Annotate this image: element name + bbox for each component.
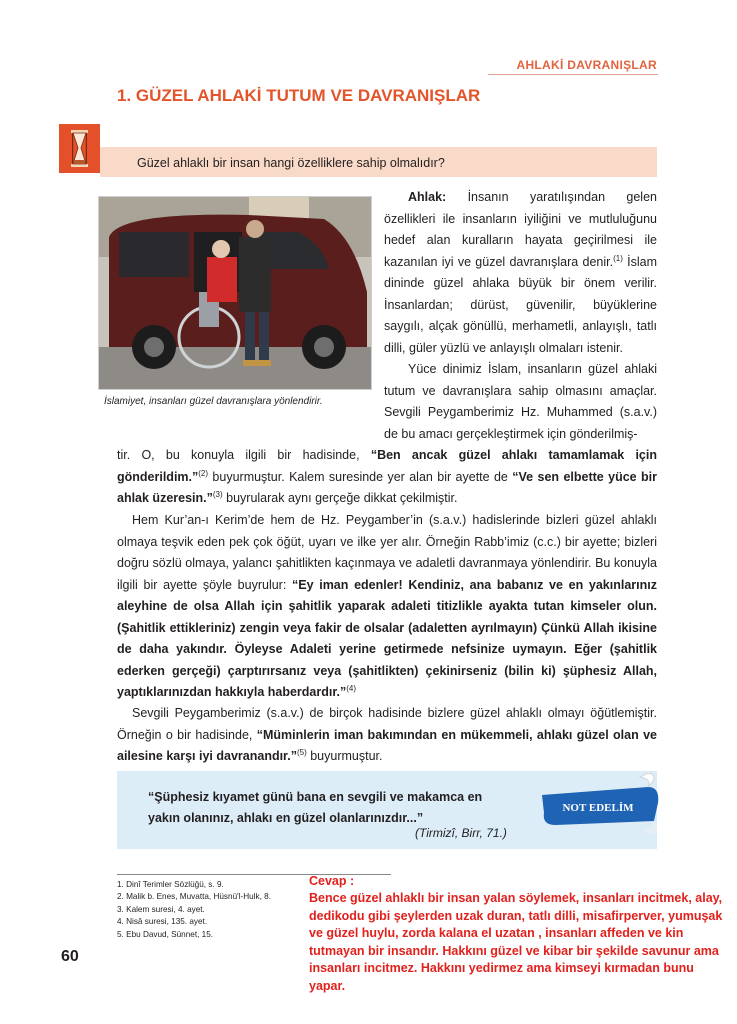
hourglass-icon [59, 124, 100, 173]
footnote-ref: (2) [198, 468, 209, 478]
question-text: Güzel ahlaklı bir insan hangi özelliklere sahip olmalıdır? [137, 156, 445, 170]
verse-quote: “Ve sen elbette yüce bir ahlak üzeresin.” [117, 469, 657, 505]
hadith-quote: “Ben ancak güzel ahlakı tamamlamak için gönderildim.” [117, 448, 657, 484]
paragraph-quran-justice [117, 510, 657, 704]
section-label: AHLAKİ DAVRANIŞLAR [516, 58, 657, 72]
footnotes [117, 879, 271, 941]
page-number: 60 [61, 948, 79, 965]
section-divider [488, 74, 658, 75]
footnote-ref: (3) [212, 489, 223, 499]
answer-text: Bence güzel ahlaklı bir insan yalan söylemek, insanları incitmek, alay, dedikodu gibi şeylerden uzak duran, tatlı dilli, misafirperver, yumuşak ve güzel huylu, zorda kalana el uzatan , insanları affeden ve kin tutmayan bir insandır. Hakkını güzel ve kibar bir şekilde savunur ama insanları incitmez. Hakkını yedirmez ama kimseyi kırmadan bunu yapar. [309, 891, 723, 993]
paragraph-text: buyrularak aynı gerçeğe dikkat çekilmiştir. [222, 491, 458, 505]
term-ahlak: Ahlak: [408, 190, 447, 204]
footnote-item: 4. Nisâ suresi, 135. ayet. [117, 917, 208, 927]
paragraph-text: buyurmuştur. Kalem suresinde yer alan bir ayette de [208, 469, 513, 484]
footnote-item: 3. Kalem suresi, 4. ayet. [117, 904, 205, 914]
paragraph-text: Sevgili Peygamberimiz (s.a.v.) de birçok hadisinde bizlere güzel ahlaklı olmayı öğütlemiştir. Örneğin o bir hadisinde, [117, 706, 657, 742]
footnote-ref: (5) [296, 747, 307, 757]
page-title: 1. GÜZEL AHLAKİ TUTUM VE DAVRANIŞLAR [117, 86, 481, 105]
paragraph-islam-goal: Yüce dinimiz İslam, insanların güzel ahlaki tutum ve davranışlara sahip olmasını amaçlar. Sevgili Peygamberimiz Hz. Muhammed (s.a.v.) de bu amacı gerçekleştirmek için gönderilmiş- [384, 362, 657, 441]
footnote-ref: (4) [346, 683, 357, 693]
verse-quote: “Ey iman edenler! Kendiniz, ana babanız ve en yakınlarınız aleyhine de olsa Allah için şahitlik yaparak adaleti titizlikle ayakta tutan kimseler olun. (Şahitlik ettikleriniz) zengin veya fakir de olsalar (adaletten ayrılmayın) Çünkü Allah ikisine de daha yakındır. Öyleyse Adaleti yerine getirmede nefsinize uymayın. Eğer (şahitlik ederken gerçeği) çarptırırsanız veya (şahitlikten) çekinirseniz (bilin ki) şüphesiz Allah, yaptıklarınızdan hakkıyla haberdardır.” [117, 577, 657, 699]
answer-label: Cevap : [309, 874, 355, 888]
paragraph-text: Hem Kur’an-ı Kerim’de hem de Hz. Peygamber’in (s.a.v.) hadislerinde bizleri güzel ahlaklı olmaya teşvik eden pek çok öğüt, uyarı ve ilke yer alır. Örneğin Rabb’imiz (c.c.) bir ayette; bizleri doğru sözlü olmaya, yalancı şahitlikten kaçınmaya ve adaletli davranmaya yönlendirir. Bu konuyla ilgili bir ayette şöyle buyrulur: [117, 513, 657, 592]
paragraph-text: İnsanın yaratılışından gelen özellikleri ile insanların iyiliğini ve mutluluğunu hedef alan kuralların hayata geçirilmesi ile kazanılan iyi ve güzel davranışlara denir. [384, 190, 657, 269]
ribbon-badge-icon [536, 773, 662, 837]
footnote-ref: (1) [613, 253, 623, 263]
hadith-quote: “Müminlerin iman bakımından en mükemmeli, ahlakı güzel olan ve ailesine karşı iyi davranandır.” [117, 727, 657, 763]
paragraph-ahlak-definition [384, 187, 657, 359]
paragraph-text: buyurmuştur. [306, 749, 383, 763]
footnote-item: 2. Malik b. Enes, Muvatta, Hüsnü'l-Hulk, 8. [117, 892, 272, 902]
paragraph-islam-goal-continued [117, 445, 657, 510]
paragraph-prophet-advice [117, 703, 657, 768]
paragraph-text: İslam dininde güzel ahlaka büyük bir önem verilir. İnsanlardan; dürüst, güvenilir, büyüklerine saygılı, alçak gönüllü, merhametli, anlayışlı, tatlı dilli, güler yüzlü ve anlayışlı olmaları istenir. [384, 254, 657, 355]
paragraph-text: tir. O, bu konuyla ilgili bir hadisinde, [117, 448, 371, 462]
photo-wheelchair-car [98, 196, 372, 390]
note-quote-source: (Tirmizî, Birr, 71.) [415, 826, 507, 840]
note-quote-text: “Şüphesiz kıyamet günü bana en sevgili ve makamca en yakın olanınız, ahlakı en güzel olanlarınızdır...” [148, 790, 483, 825]
photo-caption: İslamiyet, insanları güzel davranışlara yönlendirir. [104, 396, 323, 407]
footnote-item: 5. Ebu Davud, Sünnet, 15. [117, 929, 214, 939]
footnote-item: 1. Dinî Terimler Sözlüğü, s. 9. [117, 880, 224, 889]
note-badge-label: NOT EDELİM [562, 802, 634, 814]
